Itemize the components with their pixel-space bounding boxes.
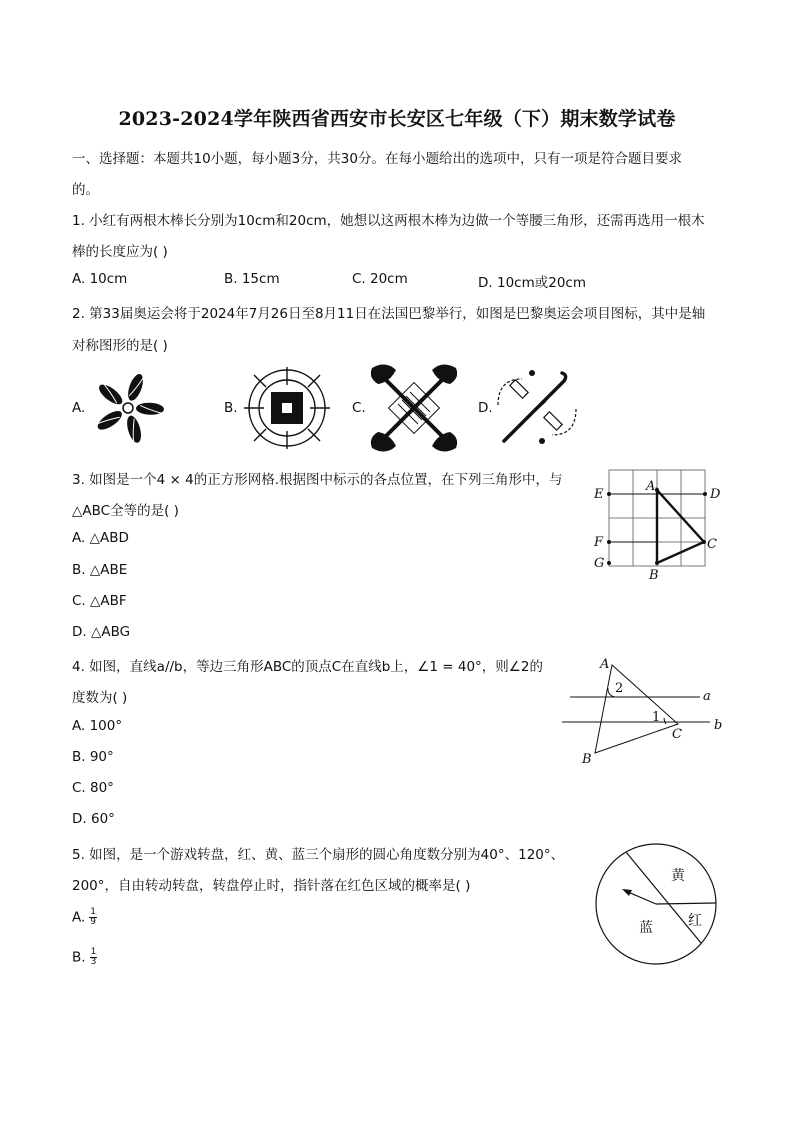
q5-option-a-fraction (89, 908, 97, 927)
q4-triangle-figure (560, 652, 730, 770)
q1-text-line1: 1. 小红有两根木棒长分别为10cm和20cm，她想以这两根木棒为边做一个等腰三角形，还需再选用一根木 (72, 213, 705, 229)
q3-option-d[interactable]: D. △ABG (72, 624, 131, 640)
q4-option-b[interactable]: B. 90° (72, 749, 114, 765)
q5-option-b-letter: B. (72, 949, 86, 966)
grid-label-g: G (594, 556, 605, 571)
target-square-icon (240, 365, 334, 451)
sector-label-blue: 蓝 (639, 920, 653, 936)
q3-option-b[interactable]: B. △ABE (72, 562, 128, 578)
sector-label-yellow: 黄 (671, 868, 685, 884)
sector-label-red: 红 (688, 913, 702, 929)
q1-text-line2: 棒的长度应为( ) (72, 244, 168, 260)
grid-label-a: A (646, 479, 656, 494)
q5-option-b[interactable] (72, 948, 97, 967)
q4-option-a[interactable]: A. 100° (72, 718, 123, 734)
q5-option-a-letter: A. (72, 909, 86, 926)
canoe-paddle-icon (492, 365, 582, 449)
q5-text-line2: 200°，自由转动转盘，转盘停止时，指针落在红色区域的概率是( ) (72, 878, 471, 894)
q4-text-line1: 4. 如图，直线a//b，等边三角形ABC的顶点C在直线b上，∠1 = 40°，则∠2的 (72, 659, 543, 675)
q2-option-a[interactable]: A. (72, 400, 86, 416)
grid-label-c: C (707, 537, 717, 552)
q4-text-line2: 度数为( ) (72, 690, 128, 706)
q3-text-line1: 3. 如图是一个4 × 4的正方形网格.根据图中标示的各点位置，在下列三角形中，与 (72, 472, 563, 488)
q3-text-line2: △ABC全等的是( ) (72, 503, 179, 519)
page-title: 2023-2024学年陕西省西安市长安区七年级（下）期末数学试卷 (118, 108, 676, 130)
q2-option-b[interactable]: B. (224, 400, 238, 416)
q5-option-a-denominator: 9 (90, 917, 97, 927)
angle-label-2: 2 (615, 681, 624, 696)
q2-text-line1: 2. 第33届奥运会将于2024年7月26日至8月11日在法国巴黎举行，如图是巴黎奥运会项目图标，其中是轴 (72, 306, 706, 322)
grid-label-b: B (649, 568, 659, 583)
q5-text-line1: 5. 如图，是一个游戏转盘，红、黄、蓝三个扇形的圆心角度数分别为40°、120°、 (72, 847, 565, 863)
q2-option-c[interactable]: C. (352, 400, 366, 416)
q2-option-d[interactable]: D. (478, 400, 493, 416)
section-header-line2: 的。 (72, 182, 99, 198)
q3-option-a[interactable]: A. △ABD (72, 530, 129, 546)
line-label-b: b (714, 718, 723, 733)
q1-option-c[interactable]: C. 20cm (352, 271, 408, 287)
q5-option-a[interactable] (72, 908, 97, 927)
q3-option-c[interactable]: C. △ABF (72, 593, 127, 609)
q5-option-a-numerator: 1 (90, 907, 97, 917)
q1-option-a[interactable]: A. 10cm (72, 271, 128, 287)
q1-option-d[interactable]: D. 10cm或20cm (478, 275, 586, 291)
crossed-poles-icon (366, 360, 462, 456)
q4-option-d[interactable]: D. 60° (72, 811, 115, 827)
q5-option-b-fraction (90, 948, 98, 967)
tri-label-a: A (600, 657, 610, 672)
tri-label-c: C (672, 727, 682, 742)
q5-spinner-figure (592, 840, 720, 968)
grid-label-e: E (594, 487, 604, 502)
q1-option-b[interactable]: B. 15cm (224, 271, 280, 287)
tri-label-b: B (582, 752, 592, 767)
angle-label-1: 1 (652, 710, 661, 725)
grid-label-d: D (710, 487, 721, 502)
q4-option-c[interactable]: C. 80° (72, 780, 114, 796)
pinwheel-icon (88, 370, 168, 446)
grid-label-f: F (594, 535, 604, 550)
line-label-a: a (703, 689, 711, 704)
section-header-line1: 一、选择题：本题共10小题，每小题3分，共30分。在每小题给出的选项中，只有一项是符合题目要求 (72, 151, 682, 167)
q5-option-b-denominator: 3 (90, 957, 97, 967)
q5-option-b-numerator: 1 (90, 947, 97, 957)
q3-grid-figure (586, 464, 726, 586)
q2-text-line2: 对称图形的是( ) (72, 338, 168, 354)
